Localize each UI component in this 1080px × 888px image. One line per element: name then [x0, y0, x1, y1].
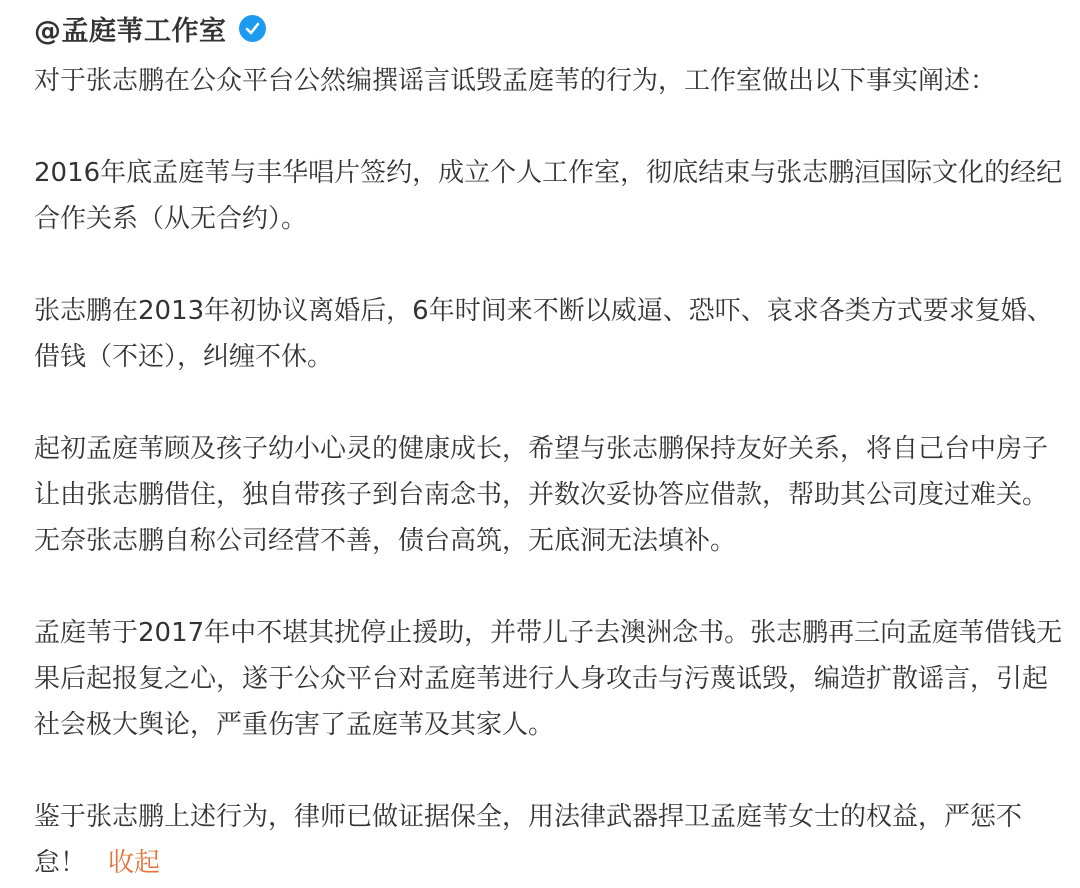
paragraph-gap	[34, 104, 1064, 150]
author-name[interactable]: @孟庭苇工作室	[34, 15, 227, 47]
verified-badge-icon	[239, 15, 266, 42]
author-row	[34, 6, 1064, 50]
paragraph-2: 张志鹏在2013年初协议离婚后，6年时间来不断以威逼、恐吓、哀求各类方式要求复婚、借钱（不还），纠缠不休。	[34, 296, 1053, 372]
weibo-post	[34, 6, 1064, 886]
paragraph-4: 孟庭苇于2017年中不堪其扰停止援助，并带儿子去澳洲念书。张志鹏再三向孟庭苇借钱无果后起报复之心，遂于公众平台对孟庭苇进行人身攻击与污蔑诋毁，编造扩散谣言，引起社会极大舆论，严重伤害了孟庭苇及其家人。	[34, 618, 1063, 740]
collapse-link[interactable]: 收起	[108, 848, 161, 878]
paragraph-gap	[34, 380, 1064, 426]
paragraph-5	[34, 794, 1064, 886]
paragraph-5-text: 鉴于张志鹏上述行为，律师已做证据保全，用法律武器捍卫孟庭苇女士的权益，严惩不怠！	[34, 802, 1023, 878]
paragraph-3: 起初孟庭苇顾及孩子幼小心灵的健康成长，希望与张志鹏保持友好关系，将自己台中房子让由张志鹏借住，独自带孩子到台南念书，并数次妥协答应借款，帮助其公司度过难关。无奈张志鹏自称公司经营不善，债台高筑，无底洞无法填补。	[34, 434, 1049, 556]
intro-text: 对于张志鹏在公众平台公然编撰谣言诋毁孟庭苇的行为，工作室做出以下事实阐述：	[34, 66, 997, 96]
paragraph-gap	[34, 564, 1064, 610]
paragraph-gap	[34, 242, 1064, 288]
paragraph-gap	[34, 748, 1064, 794]
paragraph-1: 2016年底孟庭苇与丰华唱片签约，成立个人工作室，彻底结束与张志鹏洹国际文化的经纪合作关系（从无合约）。	[34, 158, 1063, 234]
